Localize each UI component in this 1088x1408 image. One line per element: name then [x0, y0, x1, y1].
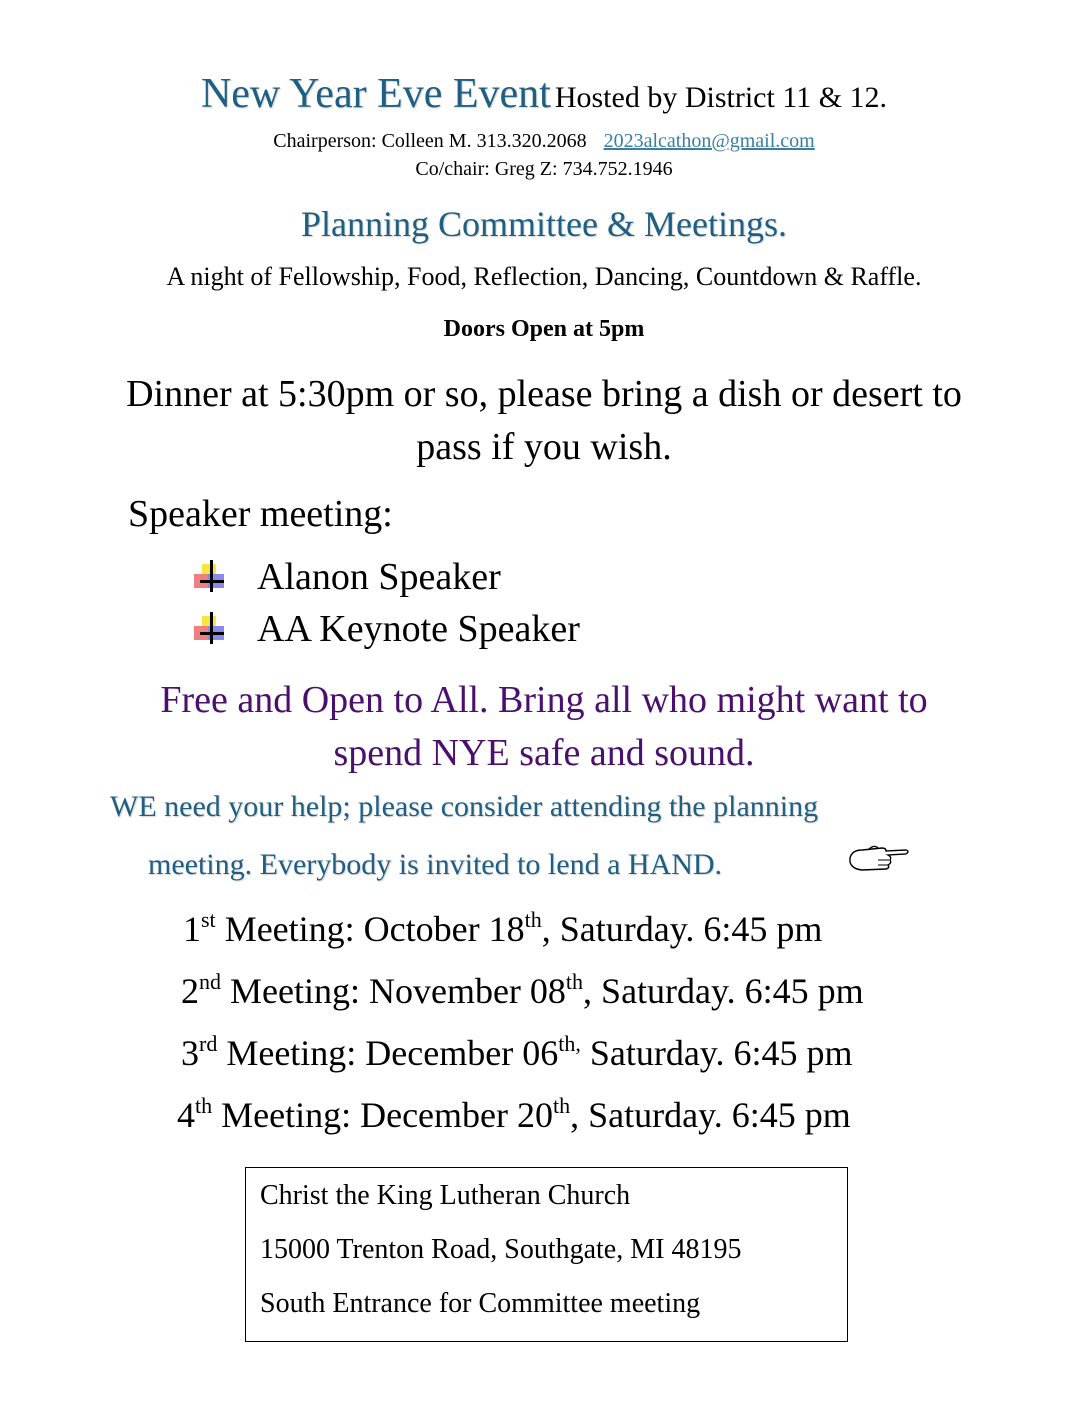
speaker-heading: Speaker meeting: — [128, 493, 393, 535]
speaker-item — [192, 607, 580, 651]
chairperson-text: Chairperson: Colleen M. 313.320.2068 — [273, 130, 587, 152]
dinner-text — [0, 368, 1088, 474]
help-line-1: WE need your help; please consider attending the planning — [110, 790, 819, 823]
chairperson-line — [0, 130, 1088, 153]
event-title: New Year Eve Event — [200, 71, 551, 117]
meeting-line: 3rd Meeting: December $06^{th,}$ Saturday. 6:45 pm — [181, 1031, 853, 1073]
location-address: 15000 Trenton Road, Southgate, MI 48195 — [260, 1234, 742, 1265]
host-text: Hosted by District 11 & 12. — [554, 81, 888, 114]
night-description: A night of Fellowship, Food, Reflection, Dancing, Countdown & Raffle. — [166, 262, 922, 291]
location-note: South Entrance for Committee meeting — [260, 1288, 701, 1319]
cochair-text: Co/chair: Greg Z: 734.752.1946 — [415, 158, 673, 180]
meeting-line: 2nd Meeting: November 08th, Saturday. 6:45 pm — [181, 969, 864, 1011]
doors-open-text: Doors Open at 5pm — [443, 316, 645, 342]
free-line-2: spend NYE safe and sound. — [333, 732, 755, 774]
email-link[interactable]: 2023alcathon@gmail.com — [603, 130, 815, 152]
bullet-icon — [192, 560, 232, 594]
speaker-item — [192, 555, 501, 599]
free-line-1: Free and Open to All. Bring all who might want to — [160, 679, 928, 721]
location-name: Christ the King Lutheran Church — [260, 1180, 631, 1211]
location-box — [245, 1167, 848, 1342]
meeting-line: 4th Meeting: December 20th, Saturday. 6:45 pm — [177, 1093, 851, 1135]
planning-title: Planning Committee & Meetings. — [301, 204, 787, 244]
free-open-text — [0, 674, 1088, 780]
title-line — [0, 70, 1088, 118]
pointing-hand-icon — [848, 840, 910, 874]
dinner-line-1: Dinner at 5:30pm or so, please bring a dish or desert to — [126, 373, 962, 415]
help-line-2: meeting. Everybody is invited to lend a HAND. — [148, 848, 723, 881]
meeting-line: 1st Meeting: October 18th, Saturday. 6:45 pm — [183, 907, 823, 949]
dinner-line-2: pass if you wish. — [416, 426, 672, 468]
bullet-icon — [192, 612, 232, 646]
speaker-label: AA Keynote Speaker — [257, 608, 580, 650]
speaker-label: Alanon Speaker — [257, 556, 501, 598]
